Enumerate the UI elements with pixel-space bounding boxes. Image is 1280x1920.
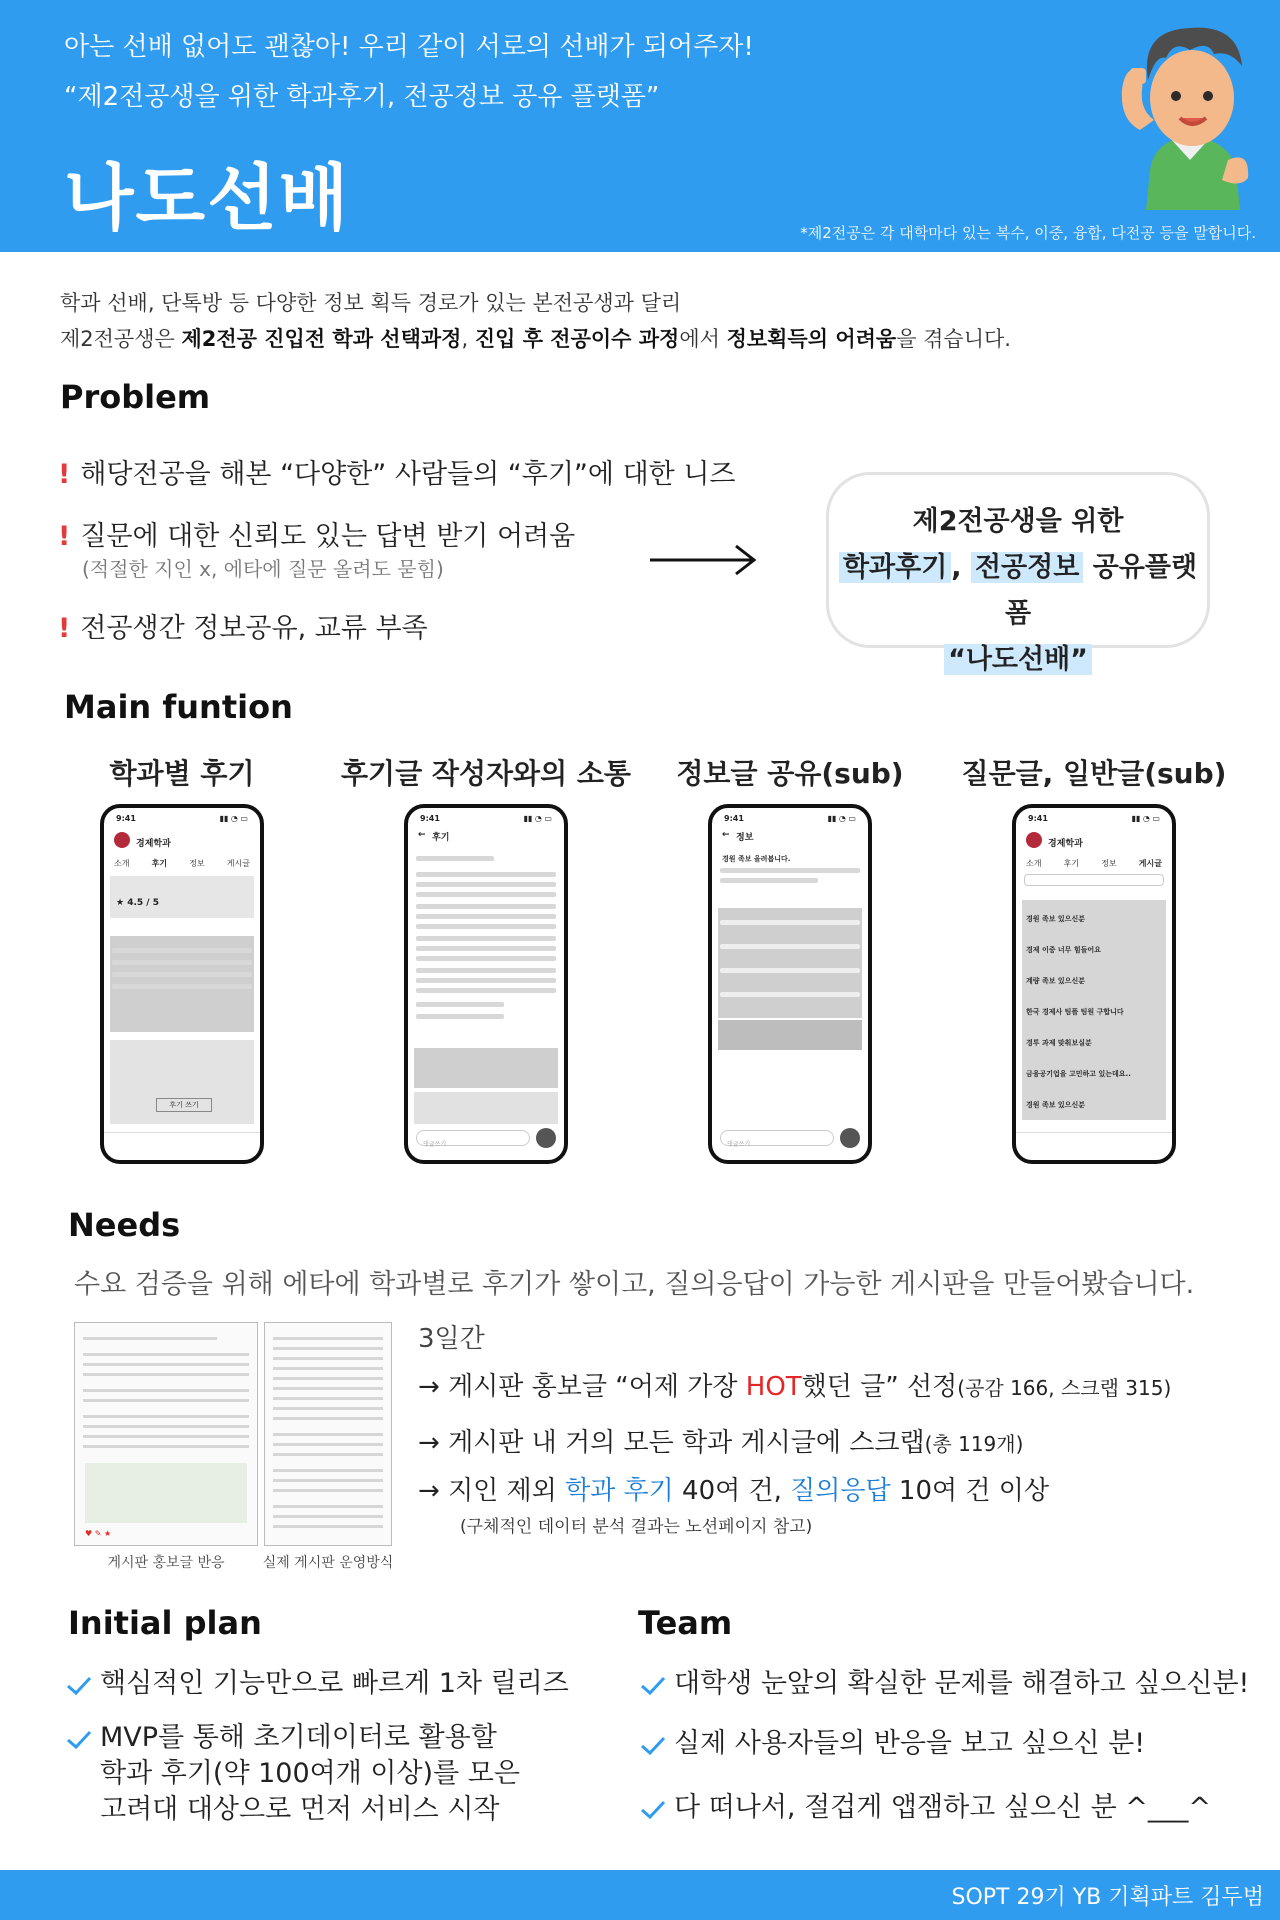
screen-title: 정보 [736,833,754,843]
bottom-tab-bar [104,1132,260,1160]
plan-title: Initial plan [68,1604,262,1642]
arrow-icon: → [418,1372,440,1402]
tab-intro[interactable]: 소개 [114,859,130,868]
intro-line-2: 제2전공생은 제2전공 진입전 학과 선택과정, 진입 후 전공이수 과정에서 정보획득의 어려움을 겪습니다. [60,327,1011,351]
phone-mockup-reviews: 9:41 ▮▮ ◔ ▭ 경제학과 소개 후기 정보 게시글 ★ 4.5 / 5 후기 쓰기 [100,804,264,1164]
team-item: 실제 사용자들의 반응을 보고 싶으신 분! [674,1728,1146,1759]
solution-line-3: “나도선배” [829,637,1207,683]
period-label: 3일간 [418,1324,485,1354]
problem-item: ! 해당전공을 해본 “다양한” 사람들의 “후기”에 대한 니즈 [58,459,736,490]
exclamation-icon: ! [58,459,71,490]
search-input[interactable] [1024,874,1164,886]
phone-mockup-posts: 9:41 ▮▮ ◔ ▭ 경제학과 소개 후기 정보 게시글 경원 족보 있으신분 경제 이중 너무 힘들어요 계량 족보 있으신분 한국 경제사 팀플 팀원 구합니다 경투 과제 맞춰보실분 금융공기업을 고민하고 있는데요.. 경원 족보 있으신분 [1012,804,1176,1164]
reply-card[interactable] [414,1092,558,1124]
team-title: Team [638,1604,733,1642]
back-arrow-icon[interactable]: ← [722,830,730,840]
arrow-icon: → [418,1428,440,1458]
department-title: 경제학과 [136,839,171,849]
footnote: *제2전공은 각 대학마다 있는 복수, 이중, 융합, 다전공 등을 말합니다. [800,224,1256,242]
phone-mockup-info-post: 9:41 ▮▮ ◔ ▭ ← 정보 경원 족보 올려봅니다. 댓글쓰기 [708,804,872,1164]
comment-input[interactable]: 댓글쓰기 [720,1130,834,1146]
needs-title: Needs [68,1206,181,1244]
needs-description: 수요 검증을 위해 에타에 학과별로 후기가 쌓이고, 질의응답이 가능한 게시판을 만들어봤습니다. [74,1269,1195,1300]
brand-title: 나도선배 [64,156,351,240]
post-titles[interactable]: 경원 족보 있으신분 경제 이중 너무 힘들어요 계량 족보 있으신분 한국 경제사 팀플 팀원 구합니다 경투 과제 맞춰보실분 금융공기업을 고민하고 있는데요.. 경원 족보 있으신분 [1026,915,1131,1109]
mascot-illustration [1110,10,1270,210]
rating: ★ 4.5 / 5 [116,898,159,908]
caption-operation: 실제 게시판 운영방식 [262,1555,394,1571]
main-function-title: Main funtion [64,688,293,726]
caption-promo: 게시판 홍보글 반응 [107,1555,225,1571]
bottom-tab-bar [1016,1132,1172,1160]
university-emblem-icon [1026,832,1042,848]
tab-posts[interactable]: 게시글 [1138,859,1162,868]
problem-item: ! 전공생간 정보공유, 교류 부족 [58,613,428,644]
right-arrow-icon [648,540,758,580]
plan-item: 고려대 대상으로 먼저 서비스 시작 [100,1794,500,1825]
university-emblem-icon [114,832,130,848]
result-row-2: → 게시판 내 거의 모든 학과 게시글에 스크랩(총 119개) [418,1428,1024,1458]
tagline: 아는 선배 없어도 괜찮아! 우리 같이 서로의 선배가 되어주자! [64,32,754,62]
tab-bar [1026,858,1162,869]
tab-intro[interactable]: 소개 [1026,859,1042,868]
exclamation-icon: ! [58,521,71,552]
feature-title: 정보글 공유(sub) [676,757,904,790]
exclamation-icon: ! [58,613,71,644]
plan-item: 핵심적인 기능만으로 빠르게 1차 릴리즈 [100,1668,569,1699]
tab-reviews[interactable]: 후기 [151,859,168,868]
feature-title: 질문글, 일반글(sub) [961,757,1227,790]
send-button[interactable] [536,1128,556,1148]
problem-sub-note: (적절한 지인 x, 에타에 질문 올려도 묻힘) [82,557,444,581]
arrow-icon: → [418,1476,440,1506]
check-icon [640,1800,666,1820]
result-row-1: → 게시판 홍보글 “어제 가장 HOT했던 글” 선정(공감 166, 스크랩 315) [418,1372,1172,1402]
check-icon [66,1730,92,1750]
subtitle: “제2전공생을 위한 학과후기, 전공정보 공유 플랫폼” [64,82,660,112]
check-icon [640,1736,666,1756]
tab-info[interactable]: 정보 [189,859,205,868]
tab-reviews[interactable]: 후기 [1063,859,1080,868]
screen-title: 후기 [432,833,450,843]
board-operation-screenshot [264,1322,392,1546]
comment-input[interactable]: 댓글쓰기 [416,1130,530,1146]
check-icon [66,1676,92,1696]
intro-line-1: 학과 선배, 단톡방 등 다양한 정보 획득 경로가 있는 본전공생과 달리 [60,291,682,315]
problem-title: Problem [60,378,211,416]
check-icon [640,1676,666,1696]
footer-credit: SOPT 29기 YB 기획파트 김두범 [951,1885,1264,1910]
tab-bar [114,858,250,869]
write-review-button[interactable]: 후기 쓰기 [156,1098,212,1112]
result-row-3: → 지인 제외 학과 후기 40여 건, 질의응답 10여 건 이상 [418,1476,1049,1506]
tab-posts[interactable]: 게시글 [226,859,250,868]
solution-line-1: 제2전공생을 위한 [912,506,1124,537]
footer-bar [0,1870,1280,1920]
promo-post-screenshot: ♥ ✎ ★ [74,1322,258,1546]
solution-box [826,472,1210,675]
feature-title: 후기글 작성자와의 소통 [341,757,631,790]
solution-line-2: 학과후기 , 전공정보 공유플랫폼 [829,545,1207,637]
comment-card[interactable] [414,1048,558,1088]
team-item: 다 떠나서, 절겁게 앱잼하고 싶으신 분 ^___^ [674,1792,1212,1823]
tab-info[interactable]: 정보 [1101,859,1117,868]
plan-item: MVP를 통해 초기데이터로 활용할 [100,1722,497,1753]
problem-item: ! 질문에 대한 신뢰도 있는 답변 받기 어려움 [58,521,576,552]
back-arrow-icon[interactable]: ← [418,830,426,840]
intro-text [60,285,1011,357]
comment-card[interactable] [718,1020,862,1050]
team-item: 대학생 눈앞의 확실한 문제를 해결하고 싶으신분! [674,1668,1250,1699]
plan-item: 학과 후기(약 100여개 이상)를 모은 [100,1758,520,1789]
post-headline: 경원 족보 올려봅니다. [722,855,791,863]
phone-mockup-review-detail: 9:41 ▮▮ ◔ ▭ ← 후기 댓글쓰기 [404,804,568,1164]
header-banner [0,0,1280,252]
feature-title: 학과별 후기 [109,757,255,790]
send-button[interactable] [840,1128,860,1148]
needs-note: (구체적인 데이터 분석 결과는 노션페이지 참고) [460,1517,813,1537]
department-title: 경제학과 [1048,839,1083,849]
